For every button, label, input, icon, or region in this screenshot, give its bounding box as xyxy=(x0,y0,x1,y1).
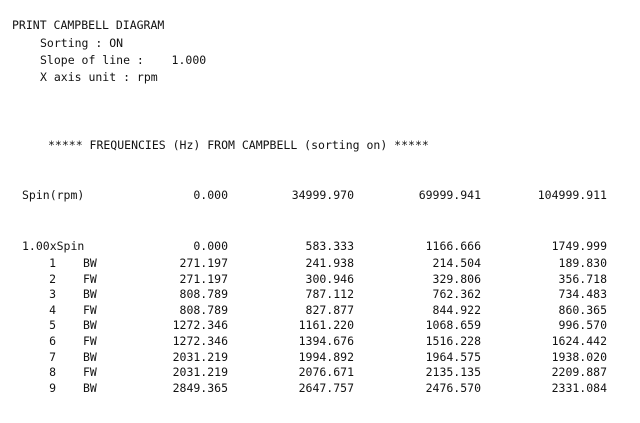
frequency-value: 1272.346 xyxy=(172,334,228,348)
frequency-value: 734.483 xyxy=(558,287,607,301)
frequency-value: 1068.659 xyxy=(425,318,481,332)
section-title: ***** FREQUENCIES (Hz) FROM CAMPBELL (sorting on) ***** xyxy=(48,138,429,152)
frequency-value: 356.718 xyxy=(558,272,607,286)
spin-value: 0.000 xyxy=(193,188,228,202)
reference-value: 1166.666 xyxy=(425,239,481,253)
frequency-value: 1272.346 xyxy=(172,318,228,332)
spin-value: 69999.941 xyxy=(418,188,481,202)
reference-label: 1.00xSpin xyxy=(22,239,85,253)
frequency-value: 1938.020 xyxy=(551,350,607,364)
frequency-value: 1624.442 xyxy=(551,334,607,348)
whirl-direction: BW xyxy=(83,318,97,332)
frequency-value: 844.922 xyxy=(432,303,481,317)
whirl-direction: FW xyxy=(83,272,97,286)
whirl-direction: BW xyxy=(83,256,97,270)
frequency-value: 2331.084 xyxy=(551,381,607,395)
frequency-value: 2476.570 xyxy=(425,381,481,395)
frequency-value: 1994.892 xyxy=(298,350,354,364)
spin-value: 104999.911 xyxy=(537,188,607,202)
frequency-value: 1964.575 xyxy=(425,350,481,364)
mode-number: 2 xyxy=(49,272,56,286)
whirl-direction: BW xyxy=(83,287,97,301)
frequency-value: 762.362 xyxy=(432,287,481,301)
mode-number: 1 xyxy=(49,256,56,270)
frequency-value: 808.789 xyxy=(179,303,228,317)
spin-value: 34999.970 xyxy=(291,188,354,202)
frequency-value: 214.504 xyxy=(432,256,481,270)
frequency-value: 271.197 xyxy=(179,256,228,270)
whirl-direction: FW xyxy=(83,303,97,317)
mode-number: 3 xyxy=(49,287,56,301)
frequency-value: 189.830 xyxy=(558,256,607,270)
mode-number: 8 xyxy=(49,365,56,379)
frequency-value: 2076.671 xyxy=(298,365,354,379)
frequency-value: 1516.228 xyxy=(425,334,481,348)
frequency-value: 2135.135 xyxy=(425,365,481,379)
spin-label: Spin(rpm) xyxy=(22,188,85,202)
frequency-value: 808.789 xyxy=(179,287,228,301)
frequency-value: 1394.676 xyxy=(298,334,354,348)
reference-value: 583.333 xyxy=(305,239,354,253)
whirl-direction: BW xyxy=(83,350,97,364)
mode-number: 9 xyxy=(49,381,56,395)
mode-number: 7 xyxy=(49,350,56,364)
report-title: PRINT CAMPBELL DIAGRAM xyxy=(12,18,165,32)
slope-setting: Slope of line : 1.000 xyxy=(40,53,207,67)
frequency-value: 271.197 xyxy=(179,272,228,286)
frequency-value: 2031.219 xyxy=(172,365,228,379)
frequency-value: 1161.220 xyxy=(298,318,354,332)
whirl-direction: FW xyxy=(83,334,97,348)
mode-number: 6 xyxy=(49,334,56,348)
reference-value: 1749.999 xyxy=(551,239,607,253)
frequency-value: 2849.365 xyxy=(172,381,228,395)
frequency-value: 2647.757 xyxy=(298,381,354,395)
frequency-value: 2031.219 xyxy=(172,350,228,364)
whirl-direction: FW xyxy=(83,365,97,379)
frequency-value: 329.806 xyxy=(432,272,481,286)
frequency-value: 996.570 xyxy=(558,318,607,332)
frequency-value: 787.112 xyxy=(305,287,354,301)
frequency-value: 860.365 xyxy=(558,303,607,317)
x-axis-unit-setting: X axis unit : rpm xyxy=(40,70,158,84)
frequency-value: 241.938 xyxy=(305,256,354,270)
frequency-value: 827.877 xyxy=(305,303,354,317)
mode-number: 5 xyxy=(49,318,56,332)
reference-value: 0.000 xyxy=(193,239,228,253)
frequency-value: 300.946 xyxy=(305,272,354,286)
frequency-value: 2209.887 xyxy=(551,365,607,379)
sorting-setting: Sorting : ON xyxy=(40,36,124,50)
whirl-direction: BW xyxy=(83,381,97,395)
mode-number: 4 xyxy=(49,303,56,317)
